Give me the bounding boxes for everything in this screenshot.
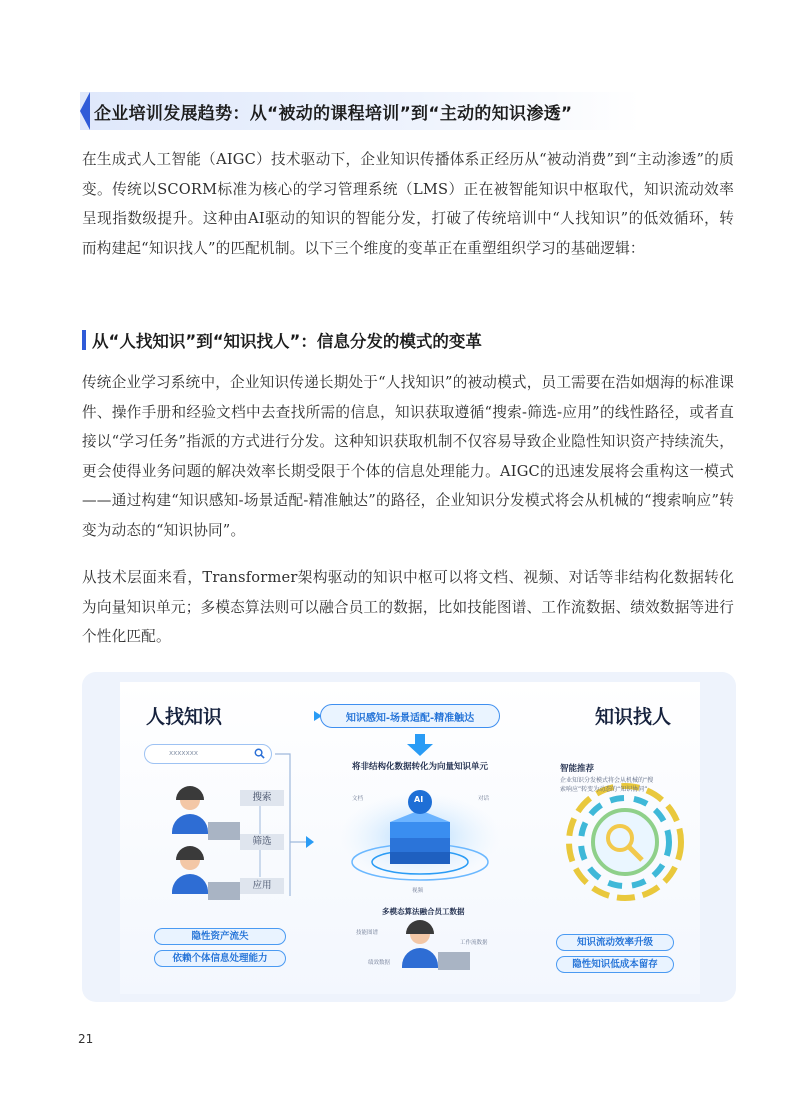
search-icon xyxy=(254,748,265,759)
right-heading: 智能推荐 xyxy=(560,764,595,774)
employee-label-workflow: 工作流数据 xyxy=(460,940,488,946)
left-tag-1: 隐性资产流失 xyxy=(154,928,286,945)
figure-left-title: 人找知识 xyxy=(146,706,223,728)
center-label-video: 视频 xyxy=(412,888,424,894)
banner-chevron-icon xyxy=(80,92,90,130)
center-bottom-label: 多模态算法融合员工数据 xyxy=(382,907,465,916)
figure-illustration xyxy=(120,682,700,994)
subsection-title: 从“人找知识”到“知识找人”：信息分发的模式的变革 xyxy=(92,332,482,351)
figure-search-box xyxy=(144,744,272,764)
right-tag-1: 知识流动效率升级 xyxy=(556,934,674,951)
employee-label-skill: 技能图谱 xyxy=(356,930,379,936)
figure-card xyxy=(82,672,736,1002)
body-paragraph-1: 传统企业学习系统中，企业知识传递长期处于“人找知识”的被动模式，员工需要在浩如烟海的标准课件、操作手册和经验文档中去查找所需的信息，知识获取遵循“搜索-筛选-应用”的线性路径，或者直接以“学习任务”指派的方式进行分发。这种知识获取机制不仅容易导致企业隐性知识资产持续流失，更会使得业务问题的解决效率长期受限于个体的信息处理能力。AIGC的迅速发展将会重构这一模式——通过构建“知识感知-场景适配-精准触达”的路径，企业知识分发模式将会从机械的“搜索响应”转变为动态的“知识协同”。 xyxy=(82,374,734,539)
left-tag-2: 依赖个体信息处理能力 xyxy=(154,950,286,967)
search-placeholder: xxxxxxx xyxy=(169,749,198,757)
center-label-dialog: 对话 xyxy=(478,796,490,802)
figure-right-title: 知识找人 xyxy=(595,706,672,728)
step-filter: 筛选 xyxy=(240,834,284,850)
right-description-line-2: 索响应”转变为动态的“知识协同” xyxy=(560,786,648,793)
section-banner xyxy=(80,92,640,130)
center-label-document: 文档 xyxy=(352,796,364,802)
step-apply: 应用 xyxy=(240,878,284,894)
center-top-label: 将非结构化数据转化为向量知识单元 xyxy=(352,762,489,772)
intro-paragraph: 在生成式人工智能（AIGC）技术驱动下，企业知识传播体系正经历从“被动消费”到“主动渗透”的质变。传统以SCORM标准为核心的学习管理系统（LMS）正在被智能知识中枢取代，知识流动效率呈现指数级提升。这种由AI驱动的知识的智能分发，打破了传统培训中“人找知识”的低效循环，转而构建起“知识找人”的匹配机制。以下三个维度的变革正在重塑组织学习的基础逻辑： xyxy=(82,151,734,257)
figure-center-path: 知识感知-场景适配-精准触达 xyxy=(320,704,500,728)
right-tag-2: 隐性知识低成本留存 xyxy=(556,956,674,973)
section-title: 企业培训发展趋势：从“被动的课程培训”到“主动的知识渗透” xyxy=(94,103,573,124)
body-paragraph-2: 从技术层面来看，Transformer架构驱动的知识中枢可以将文档、视频、对话等非结构化数据转化为向量知识单元；多模态算法则可以融合员工的数据，比如技能图谱、工作流数据、绩效数据等进行个性化匹配。 xyxy=(82,569,734,645)
employee-label-performance: 绩效数据 xyxy=(368,960,391,966)
page-number: 21 xyxy=(78,1032,94,1046)
step-search: 搜索 xyxy=(240,790,284,806)
right-description xyxy=(560,776,680,794)
right-description-line-1: 企业知识分发模式将会从机械的“搜 xyxy=(560,777,654,784)
subsection-bar-icon xyxy=(82,330,86,350)
subsection-heading xyxy=(82,325,482,355)
ai-badge: AI xyxy=(414,795,424,804)
